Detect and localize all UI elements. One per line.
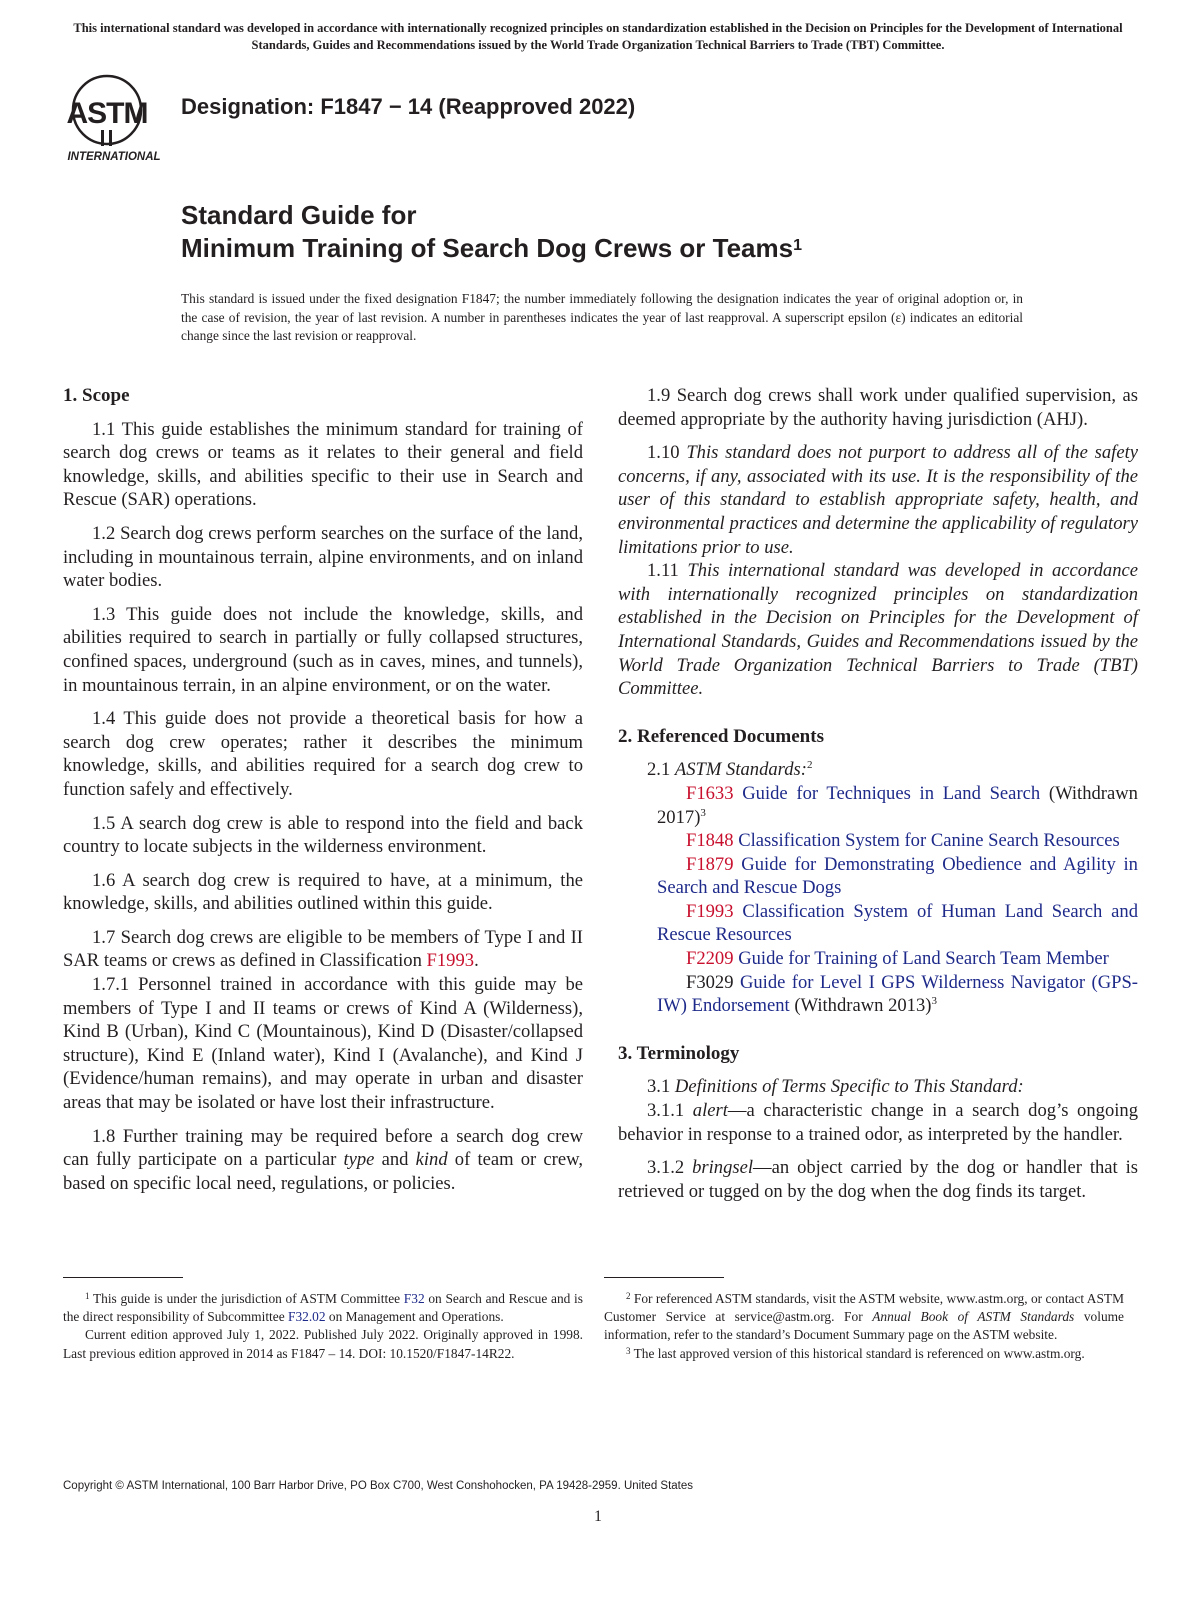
text-run: 1.11 (647, 560, 688, 582)
reference-item (618, 853, 1138, 900)
section-heading-scope: 1. Scope (63, 385, 130, 406)
paragraph (63, 603, 583, 697)
text-run: 1.3 This guide does not include the knowledge, skills, and abilities required to search in partially or fully collapsed structures, confined spaces, underground (such as in caves, mines, and tunnels), in mountainous terrain, in an alpine environment, or on the water. (63, 603, 583, 696)
text-run: Current edition approved July 1, 2022. Published July 2022. Originally approved in 1998. Last previous edition approved in 2014 as F1847 – 14. DOI: 10.1520/F1847-14R22. (63, 1327, 583, 1361)
text-run: 3.1.2 (647, 1157, 693, 1179)
scope-paragraphs-continued (618, 384, 1138, 701)
astm-label-footnote-mark: 2 (806, 759, 813, 772)
text-run: 3.1 (647, 1076, 675, 1098)
text-run: 1.10 (647, 442, 687, 464)
title-line-1: Standard Guide for (181, 200, 417, 230)
paragraph (63, 1125, 583, 1196)
right-column (618, 384, 1138, 1203)
text-run: 1.2 Search dog crews perform searches on the surface of the land, including in mountainous terrain, alpine environments, and on inland water bodies. (63, 522, 583, 592)
paragraph (63, 973, 583, 1115)
footnotes-right (604, 1290, 1124, 1363)
paragraph (63, 707, 583, 801)
text-run: 1.5 A search dog crew is able to respond into the field and back country to locate subjects in the wilderness environment. (63, 812, 583, 858)
astm-standards-label (618, 758, 1138, 782)
reference-title-link[interactable]: Guide for Demonstrating Obedience and Agility in Search and Rescue Dogs (657, 853, 1138, 899)
text-run: on Management and Operations. (325, 1309, 504, 1325)
text-run: —an object carried by the dog or handler that is retrieved or tugged on by the dog when the dog finds its target. (618, 1157, 1138, 1202)
title-line-2-text: Minimum Training of Search Dog Crews or Teams (181, 233, 794, 263)
text-run: This guide is under the jurisdiction of ASTM Committee (89, 1291, 404, 1306)
reference-list (618, 782, 1138, 1018)
paragraph (618, 559, 1138, 701)
title-footnote-mark: 1 (793, 237, 802, 254)
footnote-rule-right (604, 1277, 724, 1278)
paragraph (618, 384, 1138, 431)
reference-title-link[interactable]: Classification System for Canine Search Resources (738, 830, 1120, 852)
text-run: 1.1 This guide establishes the minimum standard for training of search dog crews or teams as it relates to their general and field knowledge, skills, and abilities specific to their use in Search and Rescue (SAR) operations. (63, 418, 583, 511)
title-line-2 (181, 232, 802, 265)
intro-paragraph: This standard is issued under the fixed designation F1847; the number immediately following the designation indicates the year of original adoption or, in the case of revision, the year of last revision. A number in parentheses indicates the year of last reapproval. A superscript epsilon (ε) indicates an editorial change since the last revision or reapproval. (181, 291, 1023, 343)
footnotes-left (63, 1290, 583, 1363)
text-run: kind (415, 1149, 448, 1171)
paragraph (63, 522, 583, 593)
reference-link[interactable]: F1993 (426, 950, 475, 972)
reference-title-link[interactable]: Guide for Training of Land Search Team Member (738, 948, 1109, 970)
scope-paragraphs (63, 418, 583, 1196)
left-column (63, 384, 583, 1195)
paragraph (63, 812, 583, 859)
terminology-paragraphs (618, 1075, 1138, 1203)
footnote-rule-left (63, 1277, 183, 1278)
text-run: on Search and Rescue and is the direct responsibility of Subcommittee (63, 1291, 583, 1325)
reference-title-link[interactable]: Guide for Level I GPS Wilderness Navigator (GPS-IW) Endorsement (657, 971, 1138, 1017)
text-run: bringsel (692, 1157, 754, 1179)
reference-status: (Withdrawn 2013) (789, 995, 932, 1017)
text-run: 1.8 Further training may be required before a search dog crew can fully participate on a particular (63, 1125, 583, 1171)
text-run: of team or crew, based on specific local need, regulations, or policies. (63, 1149, 583, 1194)
document-title (181, 199, 802, 265)
reference-item (618, 782, 1138, 829)
reference-code[interactable]: F1879 (686, 853, 734, 875)
text-run: alert (692, 1100, 728, 1122)
designation: Designation: F1847 − 14 (Reapproved 2022) (181, 94, 636, 119)
reference-item (618, 829, 1138, 853)
paragraph (63, 926, 583, 973)
paragraph (618, 1075, 1138, 1099)
section-heading-terminology: 3. Terminology (618, 1042, 740, 1064)
text-run: 3.1.1 (647, 1100, 693, 1122)
text-run: Annual Book of ASTM Standards (872, 1309, 1075, 1325)
header-notice: This international standard was developed in accordance with internationally recognized principles on standardization established in the Decision on Principles for the Development of International Standards, Guides and Recommendations issued by the World Trade Organization Technical Barriers to Trade (TBT) Committee. (73, 21, 1123, 52)
text-run: Definitions of Terms Specific to This Standard: (674, 1076, 1024, 1098)
paragraph (618, 1156, 1138, 1203)
text-run: 1.9 Search dog crews shall work under qualified supervision, as deemed appropriate by the authority having jurisdiction (AHJ). (618, 385, 1138, 430)
astm-label-number: 2.1 (647, 759, 675, 781)
text-run: This international standard was developed in accordance with internationally recognized principles on standardization established in the Decision on Principles for the Development of International Standards, Guides and Recommendations issued by the World Trade Organization Technical Barriers to Trade (TBT) Committee. (618, 560, 1138, 700)
text-run: type (343, 1149, 375, 1171)
reference-code: F3029 (686, 971, 734, 993)
reference-code[interactable]: F2209 (686, 948, 734, 970)
reference-title-link[interactable]: Guide for Techniques in Land Search (742, 782, 1041, 804)
reference-code[interactable]: F1633 (686, 782, 734, 804)
copyright-line: Copyright © ASTM International, 100 Barr Harbor Drive, PO Box C700, West Conshohocken, PA 19428-2959. United States (63, 1480, 694, 1492)
page-number: 1 (594, 1508, 602, 1525)
reference-link[interactable]: F32 (403, 1291, 425, 1306)
footnote (63, 1326, 583, 1362)
text-run: 1.6 A search dog crew is required to have, at a minimum, the knowledge, skills, and abilities outlined within this guide. (63, 869, 583, 915)
reference-item (618, 900, 1138, 947)
logo-text: ASTM (66, 97, 148, 130)
reference-code[interactable]: F1993 (686, 900, 734, 922)
text-run: 1.4 This guide does not provide a theoretical basis for how a search dog crew operates; rather it describes the minimum knowledge, skills, and abilities required for a search dog crew to function safely and effectively. (63, 708, 583, 800)
astm-label-text: ASTM Standards: (674, 759, 807, 781)
footnote (63, 1290, 583, 1326)
text-run: —a characteristic change in a search dog’s ongoing behavior in response to a trained odor, as interpreted by the handler. (618, 1100, 1138, 1145)
footnote-mark: 3 (931, 995, 937, 1008)
footnote-mark: 3 (626, 1345, 631, 1356)
text-run: and (374, 1149, 416, 1171)
paragraph (618, 1099, 1138, 1146)
reference-item (618, 947, 1138, 971)
reference-title-link[interactable]: Classification System of Human Land Search and Rescue Resources (657, 900, 1138, 946)
logo-subtext: INTERNATIONAL (67, 151, 161, 163)
footnote (604, 1345, 1124, 1363)
text-run: . (474, 950, 479, 972)
footnote-mark: 2 (626, 1291, 631, 1301)
footnote (604, 1290, 1124, 1345)
paragraph (63, 869, 583, 916)
reference-status: (Withdrawn 2017) (657, 782, 1138, 828)
reference-link[interactable]: F32.02 (288, 1309, 326, 1325)
reference-code[interactable]: F1848 (686, 830, 734, 852)
astm-logo (63, 68, 165, 168)
paragraph (63, 418, 583, 512)
text-run: 1.7 Search dog crews are eligible to be members of Type I and II SAR teams or crews as defined in Classification (63, 926, 583, 972)
text-run: This standard does not purport to address all of the safety concerns, if any, associated with its use. It is the responsibility of the user of this standard to establish appropriate safety, health, and environmental practices and determine the applicability of regulatory limitations prior to use. (618, 442, 1138, 558)
text-run: volume information, refer to the standard’s Document Summary page on the ASTM website. (604, 1309, 1124, 1343)
reference-item (618, 971, 1138, 1018)
footnote-mark: 1 (85, 1291, 90, 1301)
text-run: 1.7.1 Personnel trained in accordance with this guide may be members of Type I and II teams or crews of Kind A (Wilderness), Kind B (Urban), Kind C (Mountainous), Kind D (Disaster/collapsed structure), Kind E (Inland water), Kind I (Avalanche), and Kind J (Evidence/human remains), and may operate in urban and disaster areas that may be isolated or have lost their infrastructure. (63, 974, 583, 1114)
paragraph (618, 441, 1138, 559)
text-run: The last approved version of this historical standard is referenced on www.astm.org. (630, 1345, 1085, 1361)
section-heading-referenced-documents: 2. Referenced Documents (618, 725, 824, 747)
text-run: For referenced ASTM standards, visit the ASTM website, www.astm.org, or contact ASTM Customer Service at service@astm.org. For (604, 1291, 1124, 1325)
footnote-mark: 3 (700, 806, 706, 819)
